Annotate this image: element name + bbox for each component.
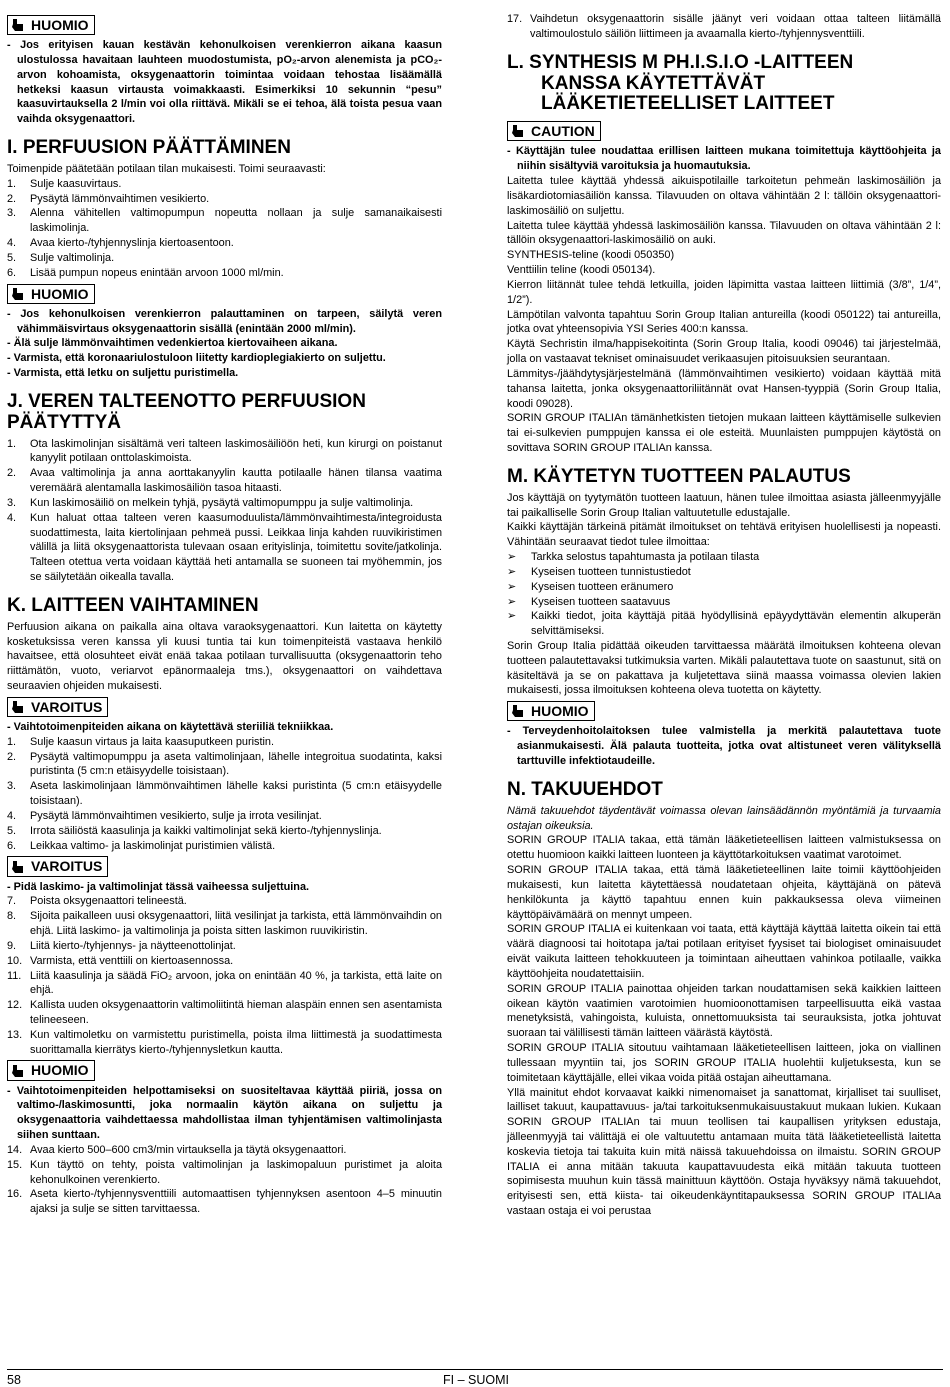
paragraph: SORIN GROUP ITALIA painottaa ohjeiden tarkan noudattamisen sekä kaikkien laitteen oikean käytön vaatimien varotoimien huomioonottamisen tarpeellisuutta eikä vastaa menetyksistä, vahingoista, kuluista, onnettomuuksista tai seurauksista, jotka johtuvat suoraan tai välillisesti tämän laitteen väärästä käytöstä. <box>507 982 941 1040</box>
pointing-hand-icon <box>11 1064 25 1078</box>
list-item: 5. Sulje valtimolinja. <box>7 251 115 264</box>
caution-label: CAUTION <box>531 123 595 140</box>
paragraph: Laitetta tulee käyttää yhdessä aikuispotilaille tarkoitetun pehmeän laskimosäiliön ja lisäkardiotomiasäiliön kanssa. Tilavuuden on oltava vähintään 2 l: tällöin oksygenaattori-laskimosäiliö on suljettu. <box>507 175 941 217</box>
list-item: 3. Alenna vähitellen valtimopumpun nopeutta nollaan ja sulje samanaikaisesti laskimolinja. <box>7 207 442 235</box>
section-k-steps2 <box>7 894 442 1057</box>
page-number: 58 <box>7 1373 21 1387</box>
paragraph: Lämpötilan valvonta tapahtuu Sorin Group Italian antureilla (koodi 050122) tai antureilla, jotka ovat yhteensopivia YSI Series 400:n kanssa. <box>507 308 941 336</box>
list-item: 17. Vaihdetun oksygenaattorin sisälle jäänyt veri voidaan ottaa talteen liitämällä valtimoulostulo säiliön liittimeen ja avaamalla kierto-/tyhjennysventtiili. <box>507 13 941 40</box>
arrow-bullet-icon: ➢ <box>507 610 517 623</box>
huomio-label: HUOMIO <box>31 17 89 33</box>
pointing-hand-icon <box>511 704 525 718</box>
note: - Älä sulje lämmönvaihtimen vedenkiertoa kiertovaiheen aikana. <box>7 337 338 350</box>
list-item: 3. Kun laskimosäiliö on melkein tyhjä, pysäytä valtimopumppu ja sulje valtimolinja. <box>7 496 414 509</box>
section-m-title: M. KÄYTETYN TUOTTEEN PALAUTUS <box>507 465 851 487</box>
list-item: 10. Varmista, että venttiili on kiertoasennossa. <box>7 954 234 967</box>
section-j-title: J. VEREN TALTEENOTTO PERFUUSION PÄÄTYTTYÄ <box>7 390 366 433</box>
section-i-notes <box>7 307 442 381</box>
section-i-steps <box>7 177 442 281</box>
section-k-steps1 <box>7 735 442 854</box>
list-item: 2. Pysäytä lämmönvaihtimen vesikierto. <box>7 192 210 205</box>
intro-note: - Jos erityisen kauan kestävän kehonulkoisen verenkierron aikana kaasun ulostulossa havaitaan lauhteen muodostumista, pO₂-arvon alenemista ja pCO₂-arvon kohoamista, oksygenaattorin toimintaa voidaan tehostaa lisäämällä hetkeksi kaasun virtausta voimakkaasti. Esimerkiksi 10 sekunnin “pesu” kaasuvirtauksella 2 l/min voi olla riittävä. Mikäli se ei tehoa, älä toista pesua vaan vaihda oksygenaattori. <box>7 39 442 126</box>
list-item: 11. Liitä kaasulinja ja säädä FiO₂ arvoon, joka on enintään 40 %, ja tarkista, että laite on ehjä. <box>7 969 442 997</box>
list-item: ➢ Tarkka selostus tapahtumasta ja potilaan tilasta <box>507 551 760 564</box>
language-label: FI – SUOMI <box>443 1373 509 1387</box>
section-m-note <box>507 724 941 768</box>
paragraph: SORIN GROUP ITALIA sitoutuu vaihtamaan lääketieteellisen laitteen, joka on viallinen tullessaan myyntiin tai, jos SORIN GROUP ITALIA huolehtii kuljetuksesta, kun se toimitetaan käyttäjälle, ellei vikaa voida pitää ostajan aiheuttamana. <box>507 1042 941 1084</box>
note: - Varmista, että letku on suljettu puristimella. <box>7 366 239 379</box>
list-item: ➢ Kyseisen tuotteen eränumero <box>507 580 674 593</box>
huomio-badge <box>7 15 95 35</box>
arrow-bullet-icon: ➢ <box>507 580 517 593</box>
huomio-label: HUOMIO <box>31 1062 89 1079</box>
list-item: 14. Avaa kierto 500–600 cm3/min virtauksella ja täytä oksygenaattori. <box>7 1143 347 1156</box>
caution-badge <box>507 121 601 141</box>
varoitus-badge <box>7 697 108 717</box>
section-l-title-line2: KANSSA KÄYTETTÄVÄT <box>541 72 766 94</box>
list-item: 6. Lisää pumpun nopeus enintään arvoon 1000 ml/min. <box>7 266 284 279</box>
list-item: ➢ Kyseisen tuotteen saatavuus <box>507 595 671 608</box>
page-footer <box>7 1369 943 1387</box>
section-l-title-line1: L. SYNTHESIS M PH.I.S.I.O -LAITTEEN <box>507 51 854 73</box>
list-item: 12. Kallista uuden oksygenaattorin valtimoliitintä hieman alaspäin ennen sen asentamista telineeseen. <box>7 999 442 1026</box>
arrow-bullet-icon: ➢ <box>507 565 517 578</box>
paragraph: SYNTHESIS-teline (koodi 050350) <box>507 249 675 262</box>
paragraph: Kierron liitännät tulee tehdä letkuilla, joiden läpimitta vastaa laitteen liittimiä (3/8”, 1/4”, 1/2”). <box>507 278 941 306</box>
list-item: 2. Avaa valtimolinja ja anna aorttakanyylin kautta potilaalle hänen tilansa vaatima veremäärä alentamalla laskimosäiliön tasoa hitaasti. <box>7 467 442 495</box>
section-i-intro: Toimenpide päätetään potilaan tilan mukaisesti. Toimi seuraavasti: <box>7 162 326 175</box>
list-item: 16. Aseta kierto-/tyhjennysventtiili automaattisen tyhjennyksen asentoon 4–5 minuutin ajaksi ja sulje se sitten tarvittaessa. <box>7 1188 442 1216</box>
paragraph: Yllä mainitut ehdot korvaavat kaikki nimenomaiset ja sanattomat, kirjalliset tai suulliset, lailliset takuut, kaupattavuus- ja/tai tarkoituksenmukaisuustakuut mukaan lukien. Kukaan SORIN GROUP ITALIAn tai muun teollisen tai kaupallisen yrityksen edustaja, jälleenmyyjä tai välittäjä ei ole valtuutettu antamaan muita tätä lääketieteellistä laitetta koskevia tietoja tai takuita kuin mitä näissä takuuehdoissa on ilmaistu. SORIN GROUP ITALIA ei anna mitään takuuta kaupattavuudesta eikä mitään takuuta tuotteen sopimisesta muuhun kuin tässä mainittuun käyttöön. Ostaja hyväksyy nämä takuuehdot, erityisesti sen, että kiista- tai oikeudenkäyntitapauksessa SORIN GROUP ITALIAa vastaan ostaja ei voi perustaa <box>507 1086 941 1218</box>
huomio-badge <box>7 1060 95 1080</box>
list-item: 1. Ota laskimolinjan sisältämä veri talteen laskimosäiliöön heti, kun kirurgi on poistanut kanyylit potilaan onttolaskimoista. <box>7 437 442 465</box>
list-item: 15. Kun täyttö on tehty, poista valtimolinjan ja laskimopaluun puristimet ja aloita kehonulkoinen verenkierto. <box>7 1158 442 1186</box>
section-j-steps <box>7 437 442 585</box>
list-item: 13. Kun valtimoletku on varmistettu puristimella, poista ilma liittimestä ja suodattimesta suorittamalla kierrätys kierto-/tyhjennysletkun kautta. <box>7 1028 442 1056</box>
paragraph: SORIN GROUP ITALIAn tämänhetkisten tietojen mukaan laitteen käyttämiselle sulkevien tai ei-sulkevien pumppujen kanssa ei ole esteitä. Muunlaisten pumppujen käytöstä on sovittava SORIN GROUP ITALIAn kanssa. <box>507 412 941 454</box>
section-k-title: K. LAITTEEN VAIHTAMINEN <box>7 594 259 616</box>
huomio-label: HUOMIO <box>31 285 89 302</box>
note: - Vaihtotoimenpiteiden helpottamiseksi on suositeltavaa käyttää piiriä, jossa on valtimo-/laskimosuntti, joka normaalin käytön aikana on suljettu ja oksygenaattoria vaihdettaessa mahdollistaa ilman tyhjentämisen valtimolinjasta siihen sunttaan. <box>7 1084 442 1142</box>
warning: - Pidä laskimo- ja valtimolinjat tässä vaiheessa suljettuina. <box>7 880 310 893</box>
pointing-hand-icon <box>11 860 25 874</box>
pointing-hand-icon <box>11 18 25 32</box>
varoitus-label: VAROITUS <box>31 698 103 715</box>
list-item: ➢ Kaikki tiedot, joita käyttäjä pitää hyödyllisinä epäyydyttävän elementin alkuperän selvittämiseksi. <box>507 610 941 638</box>
huomio-label: HUOMIO <box>531 703 589 720</box>
section-n-title: N. TAKUUEHDOT <box>507 778 663 800</box>
pointing-hand-icon <box>11 287 25 301</box>
varoitus-label: VAROITUS <box>31 858 103 875</box>
list-item: 4. Avaa kierto-/tyhjennyslinja kiertoasentoon. <box>7 237 234 250</box>
section-m-items <box>507 550 941 639</box>
list-item: 6. Leikkaa valtimo- ja laskimolinjat puristimien välistä. <box>7 839 276 852</box>
pointing-hand-icon <box>511 124 525 138</box>
paragraph: Kaikki käyttäjän tärkeinä pitämät ilmoitukset on tehtävä erityisen huolellisesti ja nopeasti. Vähintään seuraavat tiedot tulee ilmoittaa: <box>507 521 941 549</box>
paragraph: Venttiilin teline (koodi 050134). <box>507 264 656 277</box>
list-item: ➢ Kyseisen tuotteen tunnistustiedot <box>507 565 691 578</box>
list-item: 2. Pysäytä valtimopumppu ja aseta valtimolinjaan, lähelle integroitua suodatinta, kaksi puristinta (5 cm:n etäisyydelle toisistaan). <box>7 750 442 778</box>
note: - Jos kehonulkoisen verenkierron palauttaminen on tarpeen, säilytä veren vähimmäisvirtaus oksygenaattorin sisällä (enintään 2000 ml/min). <box>7 307 442 335</box>
paragraph: Laitetta tulee käyttää yhdessä laskimosäiliön kanssa. Tilavuuden on oltava vähintään 2 l: tällöin oksygenaattori-laskimosäiliö on auki. <box>507 219 941 247</box>
paragraph: SORIN GROUP ITALIA ei kuitenkaan voi taata, että käyttäjä käyttää laitetta oikein tai että väärä diagnoosi tai hoitotapa ja/tai potilaan erityiset fyysiset tai biologiset ominaisuudet eivät vaikuta laitteen tehokkuuteen ja toimintaan aiheuttaen vahinkoa potilaalle, vaikka käyttöohjeita noudatettaisiin. <box>507 923 941 980</box>
section-n-italic: Nämä takuuehdot täydentävät voimassa olevan lainsäädännön myöntämiä ja turvaamia ostajan oikeuksia. <box>507 804 941 832</box>
section-l-title-line3: LÄÄKETIETEELLISET LAITTEET <box>541 93 835 115</box>
caution-note: - Käyttäjän tulee noudattaa erillisen laitteen mukana toimitettuja käyttöohjeita ja niihin sisältyviä varoituksia ja huomautuksia. <box>507 145 941 173</box>
list-item: 1. Sulje kaasun virtaus ja laita kaasuputkeen puristin. <box>7 735 274 748</box>
right-column <box>507 12 941 1219</box>
section-k-warning1 <box>7 720 442 735</box>
paragraph: Jos käyttäjä on tyytymätön tuotteen laatuun, hänen tulee ilmoittaa asiasta jälleenmyyjälle tai paikalliselle Sorin Group Italian valtuutetulle edustajalle. <box>507 491 941 519</box>
warning: - Vaihtotoimenpiteiden aikana on käytettävä steriiliä tekniikkaa. <box>7 721 334 733</box>
pointing-hand-icon <box>11 700 25 714</box>
section-l-caution <box>507 144 941 174</box>
list-item: 9. Liitä kierto-/tyhjennys- ja näytteenottolinjat. <box>7 939 236 952</box>
list-item: 8. Sijoita paikalleen uusi oksygenaattori, liitä vesilinjat ja tarkista, että lämmönvaihdin on ehjä. Liitä laskimo- ja valtimolinja ja poista sitten laskimon ruuvikiristin. <box>7 910 442 938</box>
section-l-title <box>507 53 941 116</box>
paragraph: Sorin Group Italia pidättää oikeuden tarvittaessa määrätä ilmoituksen kohteena olevan tuotteen palautettavaksi tutkimuksia varten. Mikäli palautettava tuote on saastunut, sitä on käsiteltävä ja se on pakattava ja kuljetettava siinä maassa voimassa olevien lakien mukaisesti, jossa ilmoituksen kohteena oleva tuotetta on käytetty. <box>507 639 941 697</box>
varoitus-badge <box>7 856 108 876</box>
list-item: 7. Poista oksygenaattori telineestä. <box>7 895 187 908</box>
arrow-bullet-icon: ➢ <box>507 595 517 608</box>
step-17 <box>507 12 941 42</box>
huomio-badge <box>507 701 595 721</box>
list-item: 3. Aseta laskimolinjaan lämmönvaihtimen lähelle kaksi puristinta (5 cm:n etäisyydelle toisistaan). <box>7 780 442 808</box>
left-column <box>7 12 442 1217</box>
list-item: 1. Sulje kaasuvirtaus. <box>7 177 122 190</box>
paragraph: Lämmitys-/jäähdytysjärjestelmänä (lämmönvaihtimen vesikierto) voidaan käyttää mitä tahansa laitetta, jonka oksygenaattoriliitännät ovat Hansen-tyyppiä (Sorin Group Italia, koodi 09028). <box>507 367 941 410</box>
section-k-note3 <box>7 1084 442 1143</box>
paragraph: SORIN GROUP ITALIA takaa, että tämä lääketieteellinen laite toimii käyttöohjeiden mukaisesti, kun laitetta käytettäessä noudatetaan ohjeita, käyttäjänä on pätevä henkilökunta ja käyttö tapahtuu ennen kuin pakkauksessa oleva viimeinen käyttöpäivämäärä on mennyt umpeen. <box>507 864 941 921</box>
list-item: 5. Irrota säiliöstä kaasulinja ja kaikki valtimolinjat sekä kierto-/tyhjennyslinja. <box>7 824 382 837</box>
section-i-title: I. PERFUUSION PÄÄTTÄMINEN <box>7 137 291 159</box>
paragraph: SORIN GROUP ITALIA takaa, että tämän lääketieteellisen laitteen valmistuksessa on otettu huomioon kaikki laitteen luonteen ja käyttötarkoituksen vaatimat varotoimet. <box>507 834 941 862</box>
note: - Varmista, että koronaariulostuloon liitetty kardioplegiakierto on suljettu. <box>7 352 386 365</box>
intro-notes <box>7 38 442 127</box>
section-k-intro: Perfuusion aikana on paikalla aina oltava varaoksygenaattori. Kun laitetta on käytetty kosketuksissa veren kanssa yli kuusi tuntia tai kun toimenpiteistä vastaava henkilö havaitsee, että olosuhteet eivät enää takaa potilaan turvallisuutta (oksygenaattorin teho riittämätön, vuoto, veriarvot epänormaaleja tms.), oksygenaattori on vaihdettava seuraavien ohjeiden mukaisesti. <box>7 620 442 693</box>
section-k-warning2 <box>7 880 442 895</box>
note: - Terveydenhoitolaitoksen tulee valmistella ja merkitä palautettava tuote asianmukaisesti. Älä palauta tuotteita, jotka ovat altistuneet veren välityksellä tarttuville infektiotaudeille. <box>507 725 941 768</box>
huomio-badge <box>7 284 95 304</box>
section-k-steps3 <box>7 1143 442 1217</box>
paragraph: Käytä Sechristin ilma/happisekoitinta (Sorin Group Italia, koodi 09046) tai järjestelmää, jolla on vastaavat tekniset ominaisuudet verikaasujen pitoisuuksien seurantaan. <box>507 338 941 366</box>
arrow-bullet-icon: ➢ <box>507 551 517 564</box>
list-item: 4. Kun haluat ottaa talteen veren kaasumoduulista/lämmönvaihtimesta/integroidusta suodattimesta, laita kiertolinjaan pehmeä pussi. Leikkaa linja kahden ruuvikiristimen välillä ja liitä oksygenaattorista tulevaan osaan erityislinja, toimitettu sovite/jatkolinja. Talteen otettua verta voidaan käyttää heti antamalla se suoneen tai myöhemmin, jos se säilytetään oikealla tavalla. <box>7 511 442 584</box>
list-item: 4. Pysäytä lämmönvaihtimen vesikierto, sulje ja irrota vesilinjat. <box>7 809 322 822</box>
